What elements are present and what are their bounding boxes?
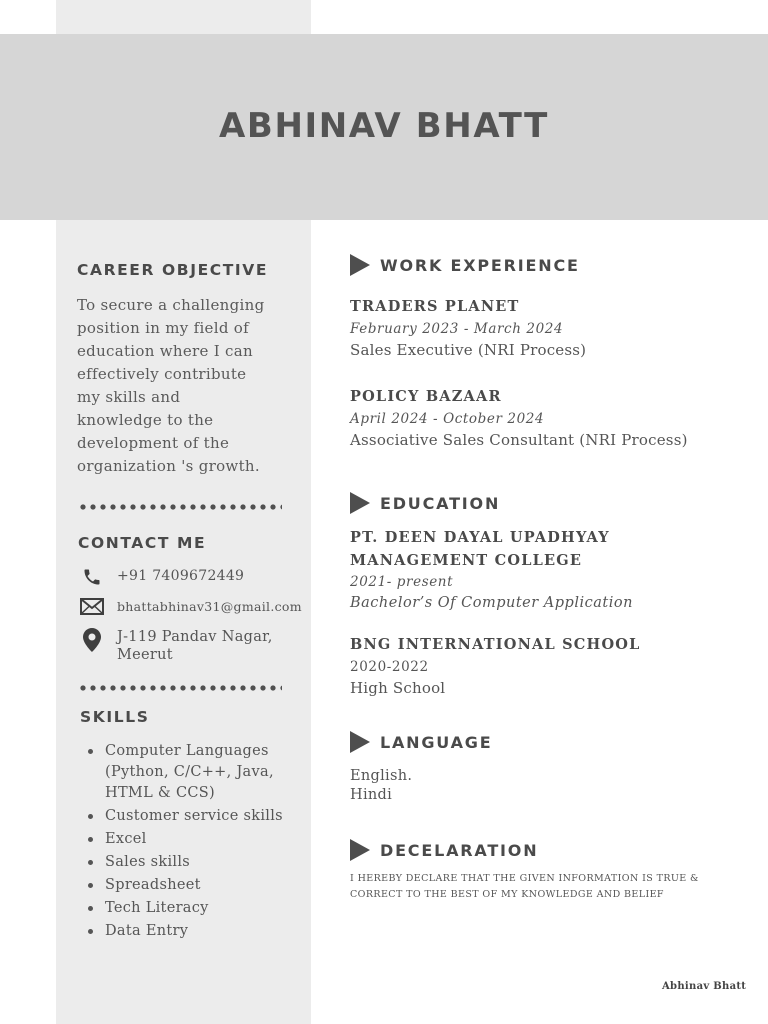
company-name: POLICY BAZAAR bbox=[350, 388, 502, 405]
location-pin-icon bbox=[79, 628, 105, 654]
declaration-line: CORRECT TO THE BEST OF MY KNOWLEDGE AND BELIEF bbox=[350, 889, 664, 900]
education-entry bbox=[350, 526, 750, 614]
skill-item bbox=[87, 741, 307, 804]
objective-line: knowledge to the bbox=[77, 411, 214, 429]
education-heading: EDUCATION bbox=[380, 493, 501, 513]
dotted-divider bbox=[78, 504, 282, 510]
objective-line: To secure a challenging bbox=[77, 296, 265, 314]
degree: High School bbox=[350, 679, 446, 697]
language-list bbox=[350, 767, 412, 805]
contact-heading: CONTACT ME bbox=[78, 534, 207, 552]
language-item: Hindi bbox=[350, 787, 393, 803]
objective-line: my skills and bbox=[77, 388, 181, 406]
triangle-bullet-icon bbox=[350, 254, 370, 276]
declaration-section-heading bbox=[350, 839, 538, 861]
language-section-heading bbox=[350, 731, 492, 753]
institution-name: PT. DEEN DAYAL UPADHYAY bbox=[350, 529, 610, 546]
objective-line: position in my field of bbox=[77, 319, 249, 337]
contact-email-row bbox=[79, 598, 302, 620]
objective-line: education where I can bbox=[77, 342, 253, 360]
objective-line: development of the bbox=[77, 434, 230, 452]
header-band bbox=[0, 34, 768, 220]
language-heading: LANGUAGE bbox=[380, 732, 493, 752]
job-dates: April 2024 - October 2024 bbox=[350, 411, 545, 427]
skill-line: Computer Languages bbox=[105, 743, 269, 759]
skill-item: Data Entry bbox=[87, 921, 307, 942]
declaration-line: I HEREBY DECLARE THAT THE GIVEN INFORMATION IS TRUE & bbox=[350, 873, 699, 884]
address-line: Meerut bbox=[117, 647, 173, 663]
signature: Abhinav Bhatt bbox=[662, 981, 747, 992]
skill-line: (Python, C/C++, Java, bbox=[105, 764, 274, 780]
email-address: bhattabhinav31@gmail.com bbox=[117, 599, 302, 614]
declaration-text bbox=[350, 871, 750, 903]
envelope-icon bbox=[79, 598, 105, 620]
education-dates: 2020-2022 bbox=[350, 659, 429, 675]
job-role: Sales Executive (NRI Process) bbox=[350, 341, 587, 359]
dotted-divider bbox=[78, 685, 282, 691]
education-section-heading bbox=[350, 492, 500, 514]
skill-line: HTML & CCS) bbox=[105, 785, 215, 801]
triangle-bullet-icon bbox=[350, 731, 370, 753]
triangle-bullet-icon bbox=[350, 839, 370, 861]
skill-item: Excel bbox=[87, 829, 307, 850]
skill-item: Sales skills bbox=[87, 852, 307, 873]
institution-name: BNG INTERNATIONAL SCHOOL bbox=[350, 636, 641, 653]
candidate-name: ABHINAV BHATT bbox=[219, 106, 549, 146]
work-entry bbox=[350, 295, 750, 361]
company-name: TRADERS PLANET bbox=[350, 298, 520, 315]
work-experience-section-heading bbox=[350, 254, 580, 276]
job-dates: February 2023 - March 2024 bbox=[350, 321, 564, 337]
skills-list bbox=[87, 741, 307, 944]
contact-address-row bbox=[79, 628, 273, 664]
institution-name: MANAGEMENT COLLEGE bbox=[350, 552, 583, 569]
address-line: J-119 Pandav Nagar, bbox=[117, 629, 273, 645]
skills-heading: SKILLS bbox=[80, 708, 150, 726]
work-entry bbox=[350, 385, 750, 451]
language-item: English. bbox=[350, 768, 413, 784]
contact-phone-row bbox=[79, 567, 244, 589]
skill-item: Tech Literacy bbox=[87, 898, 307, 919]
job-role: Associative Sales Consultant (NRI Process) bbox=[350, 431, 688, 449]
address bbox=[117, 628, 273, 664]
triangle-bullet-icon bbox=[350, 492, 370, 514]
education-entry bbox=[350, 633, 750, 699]
phone-number: +91 7409672449 bbox=[117, 568, 245, 584]
work-experience-heading: WORK EXPERIENCE bbox=[380, 255, 580, 275]
skill-item: Customer service skills bbox=[87, 806, 307, 827]
degree: Bachelor’s Of Computer Application bbox=[350, 595, 633, 611]
education-dates: 2021- present bbox=[350, 574, 454, 590]
declaration-heading: DECELARATION bbox=[380, 840, 539, 860]
career-objective-text bbox=[77, 294, 305, 478]
objective-line: effectively contribute bbox=[77, 365, 247, 383]
career-objective-heading: CAREER OBJECTIVE bbox=[77, 261, 269, 279]
phone-icon bbox=[79, 567, 105, 589]
skill-item: Spreadsheet bbox=[87, 875, 307, 896]
objective-line: organization 's growth. bbox=[77, 457, 260, 475]
